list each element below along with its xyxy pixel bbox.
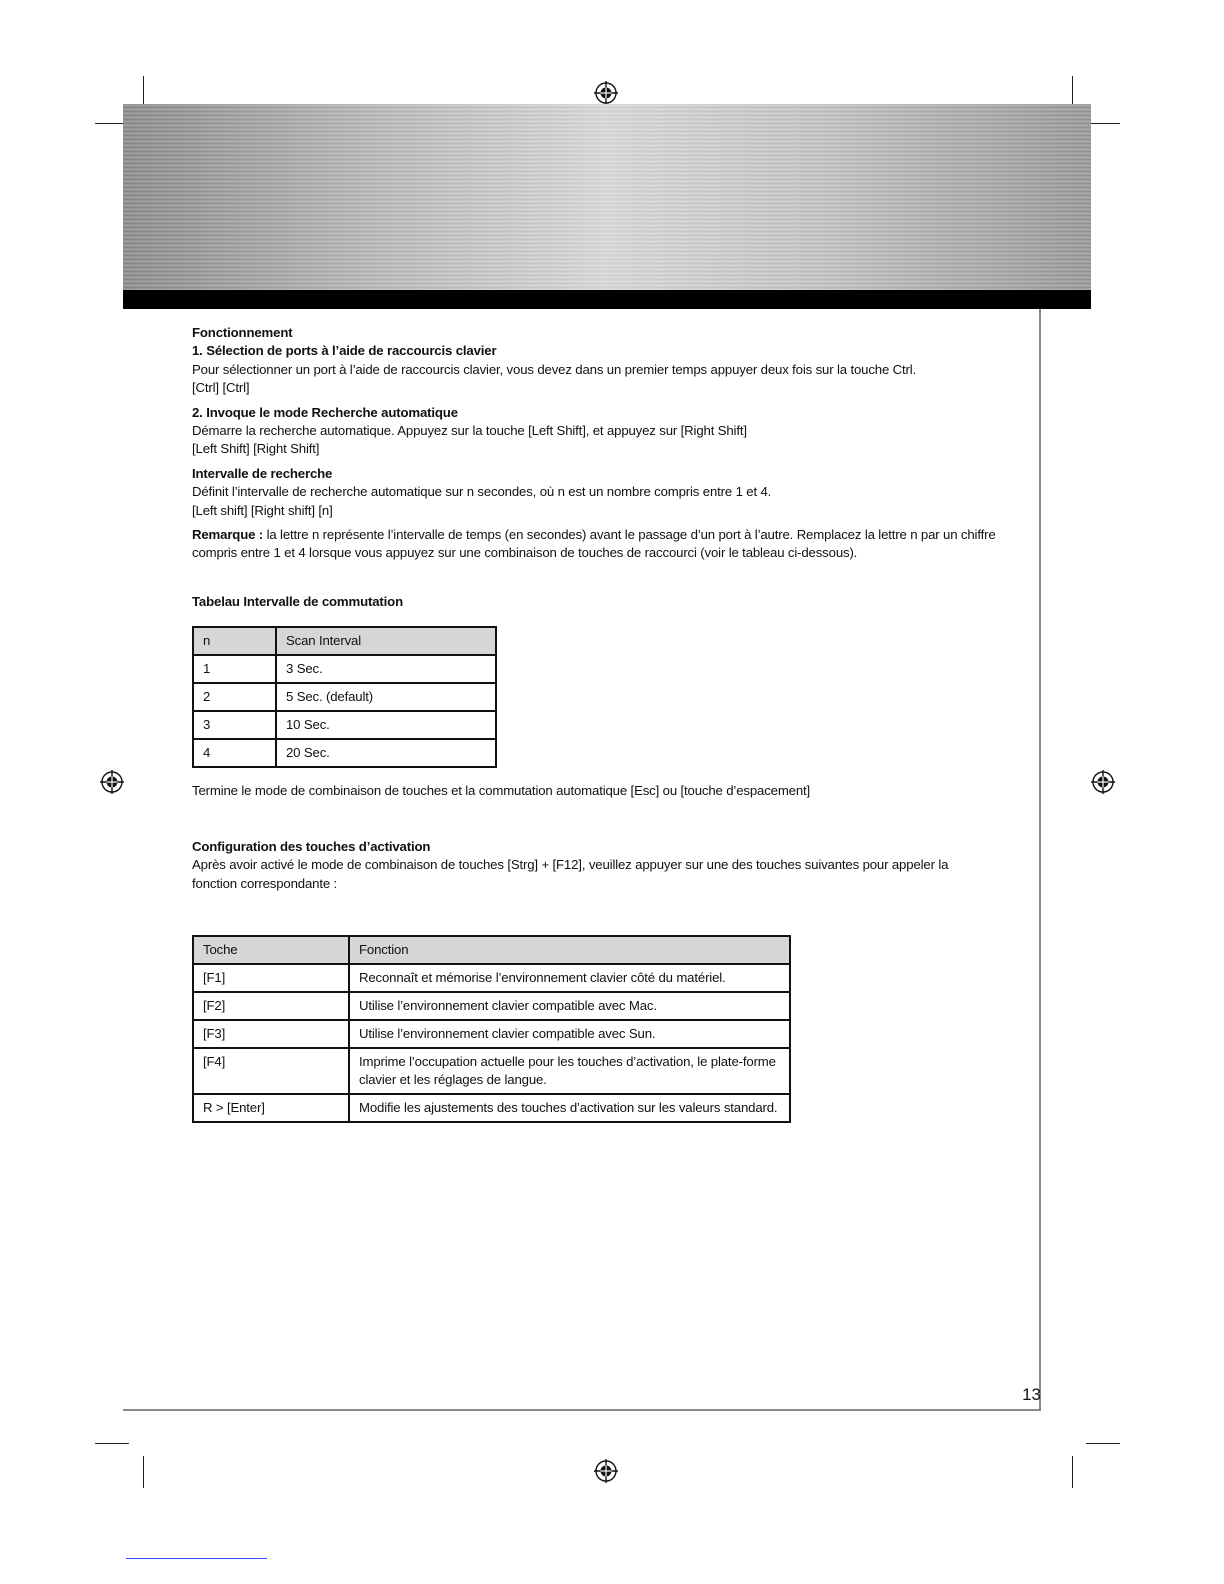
table-cell: Imprime l’occupation actuelle pour les touches d’activation, le plate-forme clavier et les réglages de langue. [349, 1048, 790, 1094]
crop-mark [1072, 1456, 1073, 1488]
item1-text: Pour sélectionner un port à l’aide de raccourcis clavier, vous devez dans un premier temps appuyer deux fois sur la touche Ctrl. [192, 361, 917, 377]
crop-mark [1086, 123, 1120, 124]
item2-text: Démarre la recherche automatique. Appuyez sur la touche [Left Shift], et appuyez sur [Right Shift] [192, 423, 747, 439]
table-cell: 2 [193, 683, 276, 711]
interval-text: Définit l’intervalle de recherche automatique sur n secondes, où n est un nombre compris entre 1 et 4. [192, 484, 772, 500]
item1-keys: [Ctrl] [Ctrl] [192, 380, 250, 396]
table-cell: 20 Sec. [276, 739, 496, 767]
item1-heading: 1. Sélection de ports à l’aide de raccourcis clavier [192, 343, 497, 359]
scan-interval-table [192, 626, 497, 768]
table-cell: 4 [193, 739, 276, 767]
crop-mark [1086, 1443, 1120, 1444]
table-header-row [193, 936, 790, 964]
table-row [193, 992, 790, 1020]
table-row [193, 1094, 790, 1122]
table-cell: 5 Sec. (default) [276, 683, 496, 711]
table-row [193, 711, 496, 739]
hotkey-text: Après avoir activé le mode de combinaison de touches [Strg] + [F12], veuillez appuyer sur une des touches suivantes pour appeler la fonction correspondante : [192, 857, 949, 891]
table-cell: Modifie les ajustements des touches d’activation sur les valeurs standard. [349, 1094, 790, 1122]
table-header-row [193, 627, 496, 655]
table-cell: Reconnaît et mémorise l’environnement clavier côté du matériel. [349, 964, 790, 992]
registration-mark-icon [100, 770, 124, 794]
table-row [193, 683, 496, 711]
function-table [192, 935, 791, 1123]
remark-paragraph [192, 526, 1024, 563]
interval-keys: [Left shift] [Right shift] [n] [192, 502, 333, 518]
table-cell: [F2] [193, 992, 349, 1020]
remark-label: Remarque : [192, 527, 264, 543]
table-row [193, 655, 496, 683]
brushed-metal-header [123, 104, 1091, 290]
table-row [193, 964, 790, 992]
table-cell: 1 [193, 655, 276, 683]
table-row [193, 739, 496, 767]
hotkey-heading: Configuration des touches d’activation [192, 838, 431, 854]
right-border-rule [1039, 309, 1041, 1410]
table-header-cell: n [193, 627, 276, 655]
table-header-cell: Scan Interval [276, 627, 496, 655]
table-cell: [F4] [193, 1048, 349, 1094]
bottom-border-rule [123, 1409, 1041, 1411]
section-title: Fonctionnement [192, 325, 293, 340]
table-cell: 3 Sec. [276, 655, 496, 683]
remark-text: la lettre n représente l’intervalle de temps (en secondes) avant le passage d’un port à l’autre. Remplacez la lettre n par un chiffre compris entre 1 et 4 lorsque vous appuyez sur une combinaison de touches de raccourci (voir le tableau ci-dessous). [192, 527, 996, 561]
table-cell: [F1] [193, 964, 349, 992]
registration-mark-icon [594, 1459, 618, 1483]
table-cell: [F3] [193, 1020, 349, 1048]
scan-table-title: Tabelau Intervalle de commutation [192, 593, 403, 609]
registration-mark-icon [594, 81, 618, 105]
table-header-cell: Toche [193, 936, 349, 964]
header-black-bar [123, 290, 1091, 309]
table-cell: R > [Enter] [193, 1094, 349, 1122]
registration-mark-icon [1091, 770, 1115, 794]
table-header-cell: Fonction [349, 936, 790, 964]
table-cell: Utilise l’environnement clavier compatible avec Mac. [349, 992, 790, 1020]
table-row [193, 1048, 790, 1094]
table-cell: Utilise l’environnement clavier compatible avec Sun. [349, 1020, 790, 1048]
crop-mark [95, 1443, 129, 1444]
page-number: 13 [1022, 1385, 1041, 1404]
table-cell: 10 Sec. [276, 711, 496, 739]
page-content [192, 324, 1024, 1123]
interval-heading: Intervalle de recherche [192, 465, 333, 481]
crop-mark [143, 1456, 144, 1488]
item2-heading: 2. Invoque le mode Recherche automatique [192, 404, 458, 420]
table-cell: 3 [193, 711, 276, 739]
item2-keys: [Left Shift] [Right Shift] [192, 441, 320, 457]
terminate-text: Termine le mode de combinaison de touches et la commutation automatique [Esc] ou [touche d’espacement] [192, 783, 811, 799]
table-row [193, 1020, 790, 1048]
footer-link-underline [126, 1558, 267, 1559]
